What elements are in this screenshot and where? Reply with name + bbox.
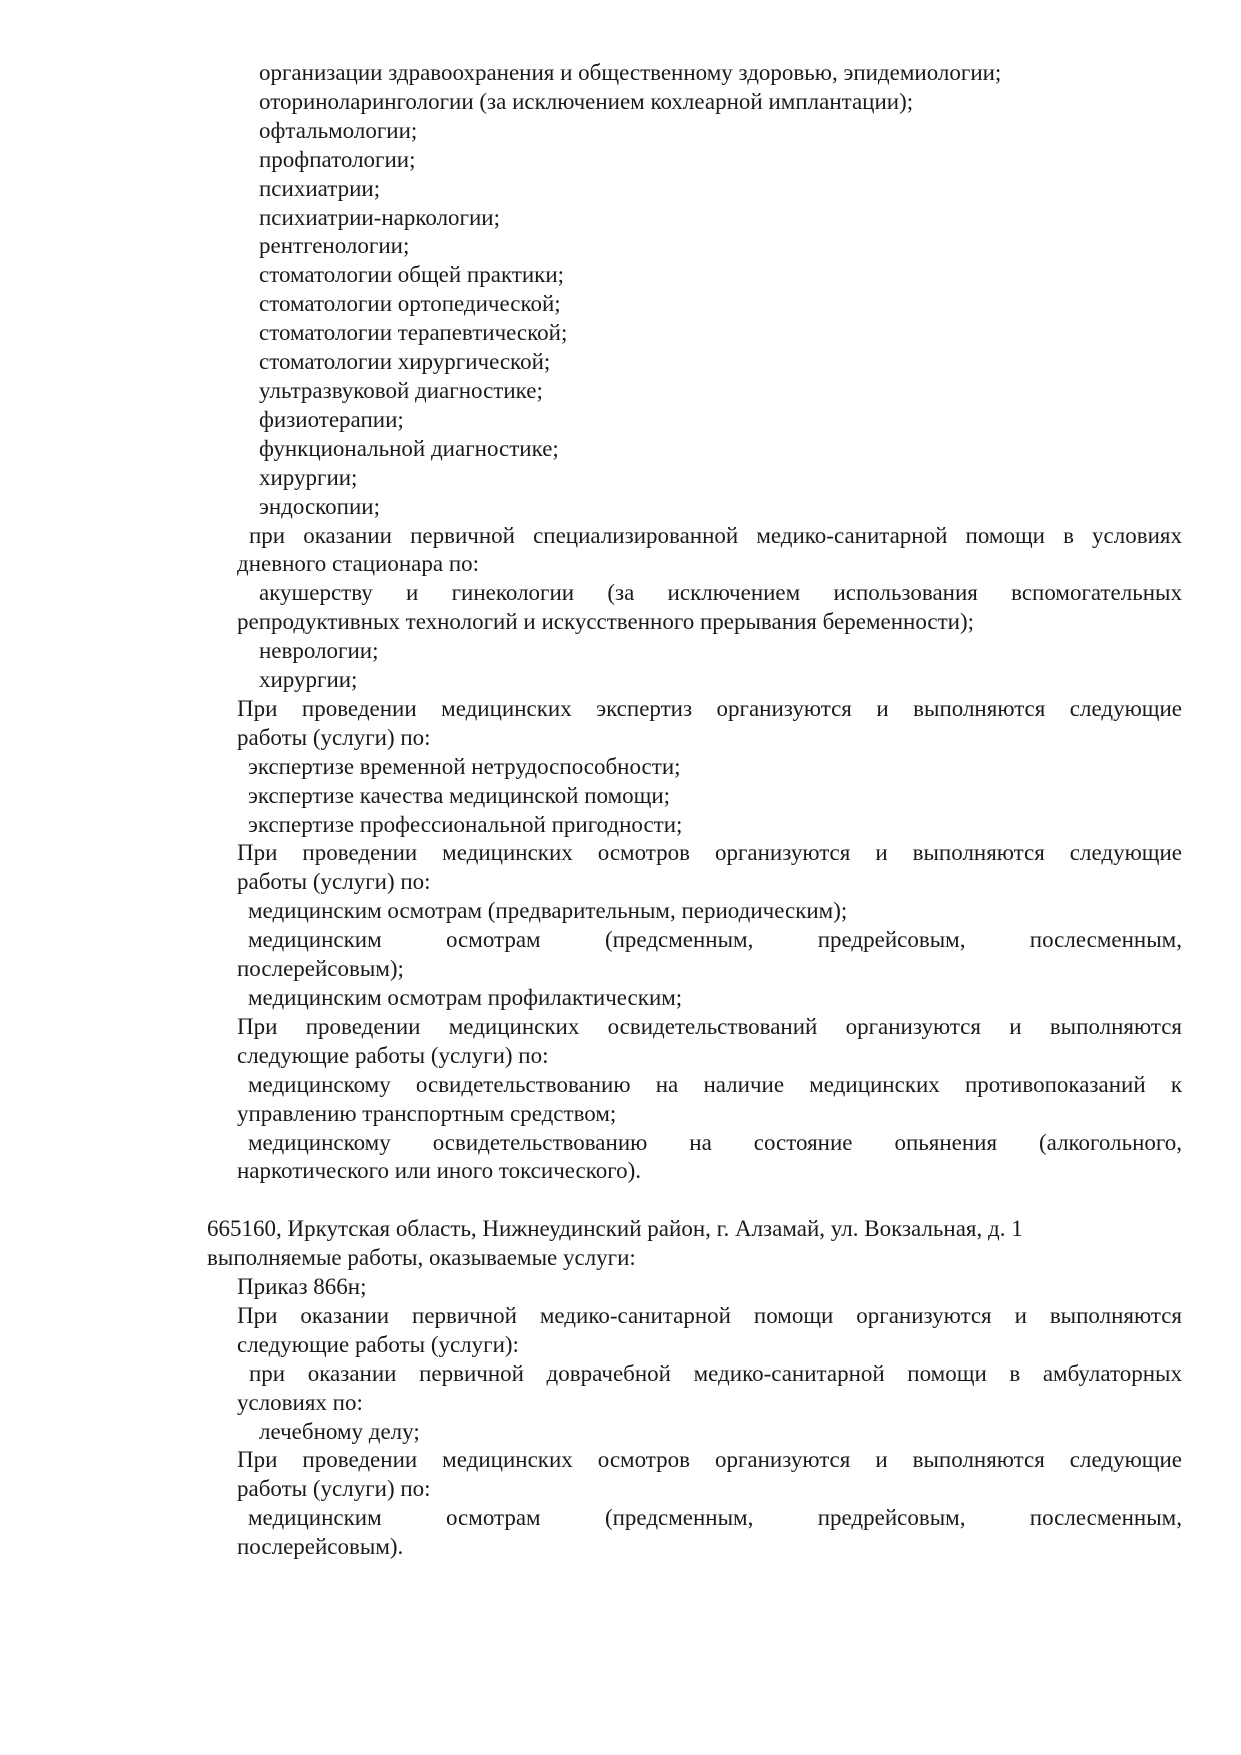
list-item: стоматологии терапевтической; <box>259 320 568 346</box>
primary-care-section <box>222 1302 1182 1447</box>
list-item: медицинским осмотрам профилактическим; <box>248 985 683 1010</box>
paragraph-line: акушерству и гинекологии (за исключением использования вспомогательных <box>259 580 1182 606</box>
address-section <box>207 1215 1182 1302</box>
paragraph-line: работы (услуги) по: <box>237 1476 431 1502</box>
paragraph-line: при оказании первичной доврачебной медико-санитарной помощи в амбулаторных <box>249 1360 1182 1386</box>
list-item: оториноларингологии (за исключением кохлеарной имплантации); <box>259 88 914 114</box>
list-item: экспертизе качества медицинской помощи; <box>248 782 671 808</box>
paragraph-line: При проведении медицинских осмотров организуются и выполняются следующие <box>237 1447 1182 1473</box>
list-item-continuation: послерейсовым); <box>237 956 404 982</box>
list-item: лечебному делу; <box>259 1418 420 1444</box>
exams-section-2 <box>222 1446 1182 1562</box>
list-item: организации здравоохранения и общественному здоровью, эпидемиологии; <box>259 60 1002 85</box>
paragraph-line: дневного стационара по: <box>237 551 480 577</box>
list-item: медицинским осмотрам (предсменным, предрейсовым, послесменным, <box>248 1505 1182 1531</box>
list-item-continuation: послерейсовым). <box>237 1534 404 1560</box>
blank-line <box>222 1186 1182 1215</box>
address-line: 665160, Иркутская область, Нижнеудинский район, г. Алзамай, ул. Вокзальная, д. 1 <box>207 1216 1023 1242</box>
paragraph-line: при оказании первичной специализированной медико-санитарной помощи в условиях <box>249 522 1182 548</box>
paragraph-line: следующие работы (услуги): <box>237 1331 519 1357</box>
paragraph-line: репродуктивных технологий и искусственного прерывания беременности); <box>237 609 975 635</box>
list-item: неврологии; <box>259 638 379 664</box>
list-item: хирургии; <box>259 464 358 490</box>
list-item: хирургии; <box>259 667 358 693</box>
list-item: медицинскому освидетельствованию на состояние опьянения (алкогольного, <box>248 1129 1182 1155</box>
certification-section <box>222 1013 1182 1186</box>
paragraph-line: При проведении медицинских экспертиз организуются и выполняются следующие <box>237 695 1182 721</box>
specialty-list <box>222 59 1182 522</box>
list-item: стоматологии ортопедической; <box>259 291 561 317</box>
paragraph-line: При оказании первичной медико-санитарной помощи организуются и выполняются <box>237 1302 1182 1328</box>
list-item: экспертизе временной нетрудоспособности; <box>248 753 681 779</box>
paragraph-line: работы (услуги) по: <box>237 724 431 750</box>
paragraph-line: работы (услуги) по: <box>237 869 431 895</box>
paragraph-line: условиях по: <box>237 1389 363 1415</box>
day-hospital-section <box>222 522 1182 695</box>
works-heading: выполняемые работы, оказываемые услуги: <box>207 1245 636 1271</box>
list-item: медицинскому освидетельствованию на наличие медицинских противопоказаний к <box>248 1071 1182 1097</box>
document-body <box>207 59 1182 1562</box>
order-line: Приказ 866н; <box>237 1274 367 1300</box>
paragraph-line: При проведении медицинских осмотров организуются и выполняются следующие <box>237 840 1182 866</box>
list-item: эндоскопии; <box>259 493 380 519</box>
list-item: стоматологии хирургической; <box>259 349 551 375</box>
list-item: физиотерапии; <box>259 406 404 432</box>
list-item-continuation: наркотического или иного токсического). <box>237 1158 642 1184</box>
list-item: профпатологии; <box>259 146 416 172</box>
list-item: офтальмологии; <box>259 117 418 143</box>
paragraph-line: При проведении медицинских освидетельствований организуются и выполняются <box>237 1013 1182 1039</box>
list-item: психиатрии; <box>259 175 381 201</box>
exams-section <box>222 839 1182 1012</box>
list-item: экспертизе профессиональной пригодности; <box>248 811 683 837</box>
paragraph-line: следующие работы (услуги) по: <box>237 1042 549 1068</box>
list-item: стоматологии общей практики; <box>259 262 565 288</box>
list-item: медицинским осмотрам (предсменным, предрейсовым, послесменным, <box>248 927 1182 953</box>
expertise-section <box>222 695 1182 840</box>
list-item: медицинским осмотрам (предварительным, периодическим); <box>248 898 848 924</box>
list-item-continuation: управлению транспортным средством; <box>237 1100 617 1126</box>
list-item: функциональной диагностике; <box>259 435 559 461</box>
list-item: психиатрии-наркологии; <box>259 204 500 230</box>
list-item: рентгенологии; <box>259 233 410 259</box>
list-item: ультразвуковой диагностике; <box>259 377 543 403</box>
